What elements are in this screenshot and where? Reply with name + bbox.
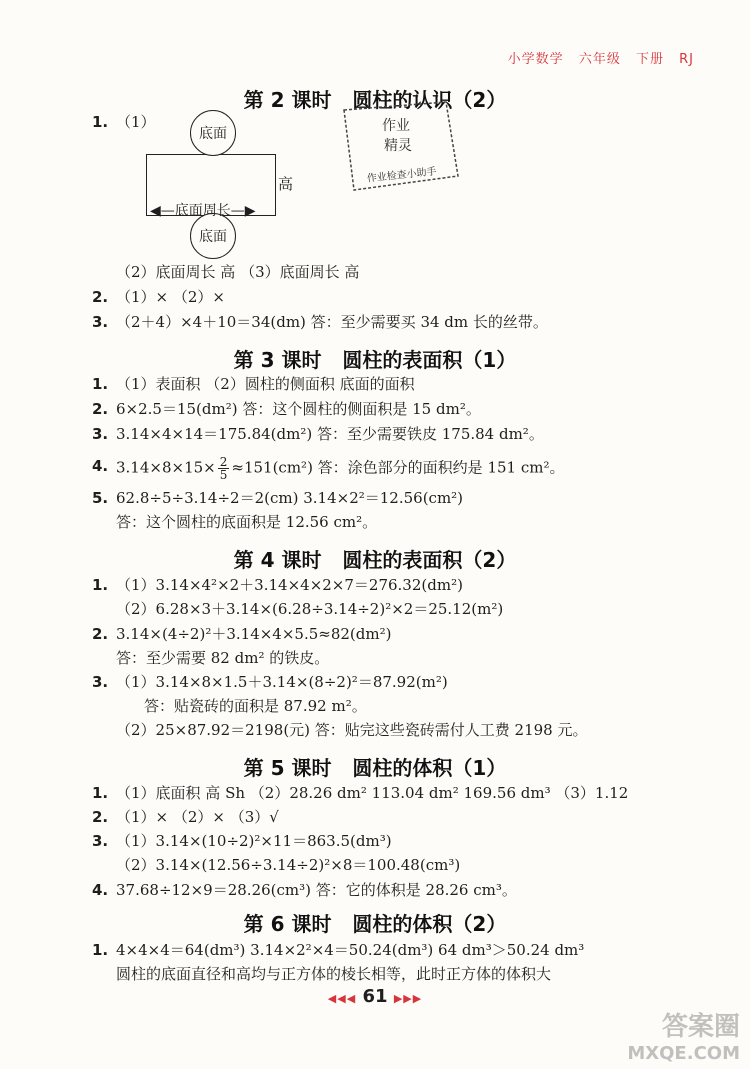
bottom-circle-label: 底面 (199, 229, 227, 245)
answer-line: （2＋4）×4＋10＝34(dm) 答：至少需要买 34 dm 长的丝带。 (116, 313, 548, 331)
answer-line: 37.68÷12×9＝28.26(cm³) 答：它的体积是 28.26 cm³。 (116, 881, 517, 899)
answer-line: 答：至少需要 82 dm² 的铁皮。 (116, 649, 330, 667)
width-arrow (150, 200, 256, 220)
question-number: 1. (92, 113, 109, 131)
answer-line: 62.8÷5÷3.14÷2＝2(cm) 3.14×2²＝12.56(cm²) (116, 489, 464, 507)
answer-line: 4×4×4＝64(dm³) 3.14×2²×4＝50.24(dm³) 64 dm³＞50.24 dm³ (116, 941, 585, 959)
answer-line: （1）表面积 （2）圆柱的侧面积 底面的面积 (116, 375, 415, 393)
answer-line: （2）25×87.92＝2198(元) 答：贴完这些瓷砖需付人工费 2198 元。 (116, 721, 588, 739)
question-number: 2. (92, 625, 109, 643)
formula-part: 3.14×8×15× (116, 458, 216, 477)
question-number: 2. (92, 808, 109, 826)
question-number: 2. (92, 400, 109, 418)
question-part: （1） (116, 113, 156, 131)
section-title-3: 第 3 课时 圆柱的表面积（1） (233, 348, 517, 372)
fraction (218, 456, 230, 481)
top-circle-label: 底面 (199, 126, 227, 142)
formula-part: ≈151(cm²) 答：涂色部分的面积约是 151 cm²。 (231, 458, 565, 477)
page-header (498, 48, 694, 67)
stamp-icon (336, 98, 462, 194)
question-number: 4. (92, 457, 109, 475)
answer-line: （1）3.14×4²×2＋3.14×4×2×7＝276.32(dm²) (116, 576, 463, 594)
answer-line: 3.14×(4÷2)²＋3.14×4×5.5≈82(dm²) (116, 625, 392, 643)
answer-line: 6×2.5＝15(dm²) 答：这个圆柱的侧面积是 15 dm²。 (116, 400, 481, 418)
answer-line: （1）3.14×8×1.5＋3.14×(8÷2)²＝87.92(m²) (116, 673, 448, 691)
top-base-circle (190, 110, 236, 156)
section-title-2: 第 2 课时 圆柱的认识（2） (243, 88, 507, 112)
header-subject: 小学数学 (507, 52, 564, 67)
arrow-left-icon: ◀— (150, 203, 175, 219)
fraction-denominator: 5 (219, 468, 228, 482)
header-grade: 六年级 (578, 52, 621, 67)
answer-line: （2）6.28×3＋3.14×(6.28÷3.14÷2)²×2＝25.12(m²) (116, 600, 504, 618)
header-edition: RJ (679, 52, 694, 67)
watermark-text: 答案圈 (661, 1012, 740, 1042)
answer-line: 答：这个圆柱的底面积是 12.56 cm²。 (116, 513, 378, 531)
question-number: 1. (92, 576, 109, 594)
arrow-right-icon: —▶ (230, 203, 256, 219)
left-arrows-icon: ◀◀◀ (327, 992, 357, 1005)
question-number: 1. (92, 941, 109, 959)
right-arrows-icon: ▶▶▶ (393, 992, 423, 1005)
watermark-sub: MXQE.COM (627, 1043, 740, 1064)
answer-line: 答：贴瓷砖的面积是 87.92 m²。 (144, 697, 367, 715)
question-number: 2. (92, 288, 109, 306)
question-number: 3. (92, 832, 109, 850)
section-title-5: 第 5 课时 圆柱的体积（1） (243, 756, 507, 780)
question-number: 4. (92, 881, 109, 899)
watermark-logo (627, 1006, 740, 1064)
answer-line: （2）底面周长 高 （3）底面周长 高 (116, 263, 360, 281)
stamp-line-3: 作业检查小助手 (366, 166, 438, 185)
question-number: 3. (92, 673, 109, 691)
stamp-line-2: 精灵 (384, 138, 412, 154)
answer-line: （2）3.14×(12.56÷3.14÷2)²×8＝100.48(cm³) (116, 856, 461, 874)
height-label: 高 (278, 175, 294, 193)
width-label: 底面周长 (174, 203, 231, 219)
section-title-4: 第 4 课时 圆柱的表面积（2） (233, 548, 517, 572)
header-term: 下册 (635, 52, 664, 67)
answer-line (116, 456, 565, 481)
question-number: 5. (92, 489, 109, 507)
answer-line: 圆柱的底面直径和高均与正方体的棱长相等，此时正方体的体积大 (116, 965, 552, 983)
question-number: 1. (92, 784, 109, 802)
section-title-6: 第 6 课时 圆柱的体积（2） (243, 912, 507, 936)
page-footer (0, 986, 750, 1007)
stamp-line-1: 作业 (382, 118, 410, 134)
question-number: 1. (92, 375, 109, 393)
fraction-numerator: 2 (219, 455, 228, 469)
answer-line: （1）底面积 高 Sh （2）28.26 dm² 113.04 dm² 169.56 dm³ （3）1.12 (116, 784, 629, 802)
question-number: 3. (92, 313, 109, 331)
answer-line: （1）× （2）× （3）√ (116, 808, 279, 826)
answer-line: （1）× （2）× (116, 288, 225, 306)
page-number: 61 (362, 986, 388, 1007)
question-number: 3. (92, 425, 109, 443)
answer-line: 3.14×4×14＝175.84(dm²) 答：至少需要铁皮 175.84 dm²。 (116, 425, 544, 443)
answer-line: （1）3.14×(10÷2)²×11＝863.5(dm³) (116, 832, 392, 850)
